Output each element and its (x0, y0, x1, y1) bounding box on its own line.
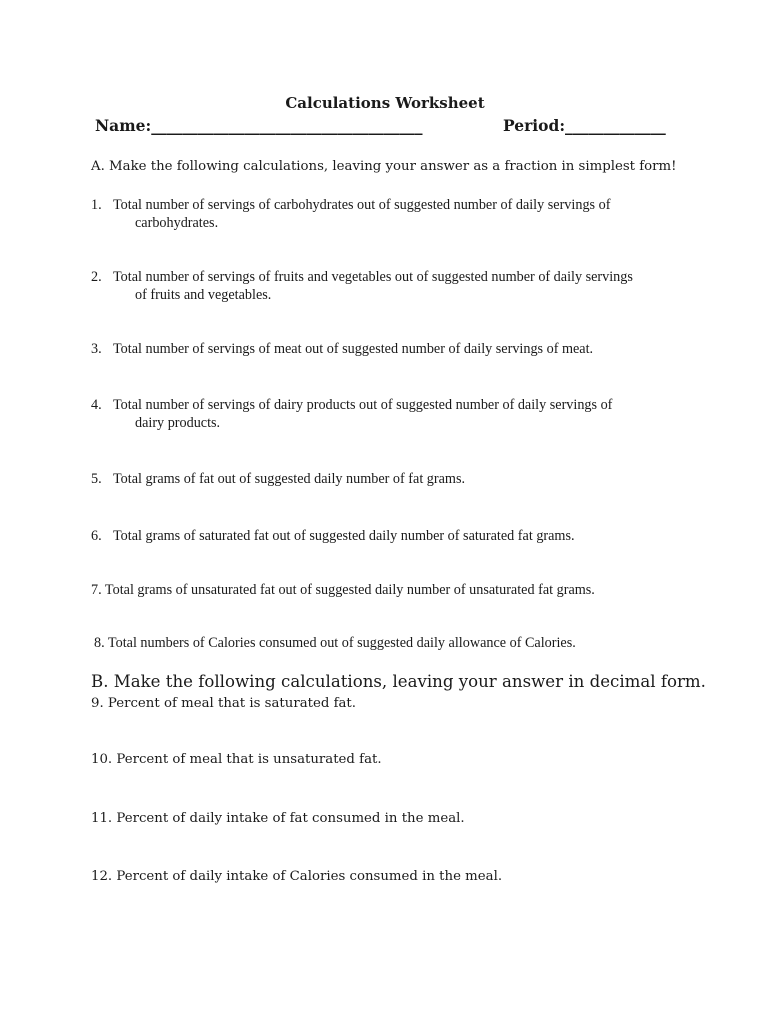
question-9: 9. Percent of meal that is saturated fat. (91, 696, 356, 711)
section-a-heading: A. Make the following calculations, leaving your answer as a fraction in simplest form! (91, 159, 677, 174)
question-text: Total number of servings of meat out of suggested number of daily servings of meat. (113, 341, 594, 357)
question-text-continued: carbohydrates. (135, 215, 219, 231)
question-text-continued: dairy products. (135, 415, 221, 431)
question-text: Total number of servings of fruits and vegetables out of suggested number of daily servings (113, 269, 633, 285)
question-text: Total number of servings of carbohydrates out of suggested number of daily servings of (113, 197, 611, 213)
worksheet-title: Calculations Worksheet (285, 94, 485, 112)
question-text: Total grams of saturated fat out of suggested daily number of saturated fat grams. (113, 528, 575, 544)
question-8: 8. Total numbers of Calories consumed out of suggested daily allowance of Calories. (94, 635, 576, 651)
period-field-label: Period:_____________ (503, 116, 666, 135)
question-text-continued: of fruits and vegetables. (135, 287, 272, 303)
question-number: 5. (91, 471, 102, 487)
question-12: 12. Percent of daily intake of Calories consumed in the meal. (91, 869, 503, 884)
question-text: Total grams of fat out of suggested daily number of fat grams. (113, 471, 466, 487)
question-number: 1. (91, 197, 102, 213)
question-10: 10. Percent of meal that is unsaturated fat. (91, 752, 382, 767)
question-number: 2. (91, 269, 102, 285)
question-number: 4. (91, 397, 102, 413)
question-7: 7. Total grams of unsaturated fat out of suggested daily number of unsaturated fat grams. (91, 582, 595, 598)
question-number: 3. (91, 341, 102, 357)
section-b-heading: B. Make the following calculations, leaving your answer in decimal form. (91, 672, 706, 691)
name-field-label: Name:___________________________________ (95, 116, 423, 135)
question-number: 6. (91, 528, 102, 544)
question-text: Total number of servings of dairy products out of suggested number of daily servings of (113, 397, 613, 413)
question-11: 11. Percent of daily intake of fat consumed in the meal. (91, 811, 465, 826)
